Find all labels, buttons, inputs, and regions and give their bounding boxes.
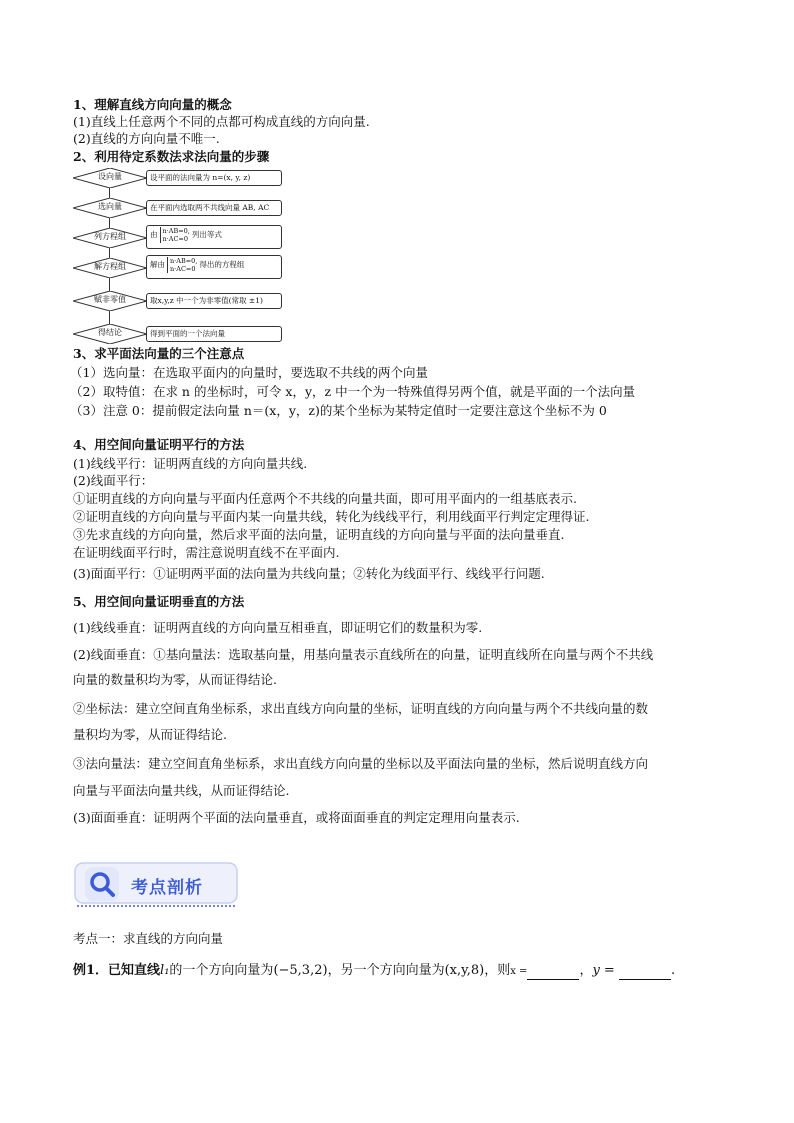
flow-step-5-label: 赋非零值 <box>94 295 126 304</box>
flow-step-6-diamond <box>73 324 147 344</box>
direction-vector-1: (−5,3,2) <box>273 963 328 978</box>
section-4-title: 4、用空间向量证明平行的方法 <box>73 437 245 452</box>
flow-step-4-box <box>146 255 282 279</box>
section-2-title: 2、利用待定系数法求法向量的步骤 <box>73 149 270 164</box>
line-symbol: l₁ <box>160 963 170 978</box>
section-4-point-6: (3)面面平行：①证明两平面的法向量为共线向量；②转化为线面平行、线线平行问题. <box>73 566 545 581</box>
example-1-text-2: ，另一个方向向量为 <box>327 963 445 978</box>
flow-step-4-diamond <box>73 258 147 278</box>
flow-step-5-box: 取x,y,z 中一个为非零值(常取 ±1) <box>146 293 282 309</box>
flow-step-1-diamond <box>73 168 147 188</box>
flow-step-1-label: 设向量 <box>98 172 122 181</box>
flow-step-3-post: 列出等式 <box>191 230 222 239</box>
flow-step-4-system <box>167 257 197 273</box>
example-1-text-1: 的一个方向向量为 <box>169 963 274 978</box>
example-1-prefix: 例1．已知直线 <box>73 963 161 978</box>
flow-step-2-label: 选向量 <box>98 202 122 211</box>
flow-step-1-box: 设平面的法向量为 n=(x, y, z) <box>146 170 282 186</box>
section-1-point-2: (2)直线的方向向量不唯一. <box>73 131 220 146</box>
section-4-point-4: ②证明直线的方向向量与平面内某一向量共线，转化为线线平行，利用线面平行判定定理得证. <box>73 509 590 524</box>
example-1 <box>73 963 675 980</box>
section-5-point-3-line-2: 量积均为零，从而证得结论. <box>73 727 227 742</box>
section-5-point-4-line-1: ③法向量法：建立空间直角坐标系，求出直线方向向量的坐标以及平面法向量的坐标，然后说明直线方向 <box>73 756 649 771</box>
flow-step-3-system <box>160 227 190 243</box>
section-3-point-1: （1）选向量：在选取平面内的向量时，要选取不共线的两个向量 <box>70 365 428 380</box>
flow-step-6-label: 得结论 <box>98 328 122 337</box>
section-5-title: 5、用空间向量证明垂直的方法 <box>73 594 245 609</box>
x-answer-blank[interactable] <box>527 967 579 980</box>
flow-step-2-box: 在平面内选取两不共线向量 AB, AC <box>146 200 282 216</box>
flow-step-4-post: 得出的方程组 <box>199 260 245 269</box>
magnifier-icon <box>85 867 119 901</box>
flow-step-4-eq2: n·AC=0 <box>170 265 196 273</box>
flow-step-3-eq2: n·AC=0 <box>162 235 189 243</box>
flow-step-6-box: 得到平面的一个法向量 <box>146 326 282 342</box>
section-1-title: 1、理解直线方向向量的概念 <box>73 97 232 112</box>
section-5-point-2-line-2: 向量的数量积均为零，从而证得结论. <box>73 672 277 687</box>
section-4-point-5: ③先求直线的方向向量，然后求平面的法向量，证明直线的方向向量与平面的法向量垂直. <box>73 527 565 542</box>
section-5-point-2-line-1: (2)线面垂直：①基向量法：选取基向量，用基向量表示直线所在的向量，证明直线所在向量与两个不共线 <box>73 647 654 662</box>
section-3-title: 3、求平面法向量的三个注意点 <box>73 346 245 361</box>
example-1-text-3: ，则 <box>484 963 511 978</box>
flow-step-3-label: 列方程组 <box>94 232 126 241</box>
direction-vector-2: (x,y,8) <box>444 963 485 978</box>
section-4-note: 在证明线面平行时，需注意说明直线不在平面内. <box>73 545 340 560</box>
flow-step-4-eq1: n·AB=0, <box>170 257 198 265</box>
flow-step-4-pre: 解由 <box>150 260 165 269</box>
section-5-point-3-line-1: ②坐标法：建立空间直角坐标系，求出直线方向向量的坐标，证明直线的方向向量与两个不共线向量的数 <box>73 701 649 716</box>
section-4-point-3: ①证明直线的方向向量与平面内任意两个不共线的向量共面，即可用平面内的一组基底表示. <box>73 491 577 506</box>
normal-vector-flowchart <box>73 168 288 344</box>
section-4-point-1: (1)线线平行：证明两直线的方向向量共线. <box>73 456 308 471</box>
exam-points-banner <box>73 860 241 910</box>
section-1-point-1: (1)直线上任意两个不同的点都可构成直线的方向向量. <box>73 114 370 129</box>
section-5-point-5: (3)面面垂直：证明两个平面的法向量垂直，或将面面垂直的判定定理用向量表示. <box>73 810 520 825</box>
section-3-point-2: （2）取特值：在求 n 的坐标时，可令 x，y，z 中一个为一特殊值得另两个值，就是平面的一个法向量 <box>70 384 636 399</box>
flow-step-4-label: 解方程组 <box>94 262 126 271</box>
section-3-point-3: （3）注意 0：提前假定法向量 n＝(x，y，z)的某个坐标为某特定值时一定要注意这个坐标不为 0 <box>70 403 607 418</box>
flow-step-3-box <box>146 225 282 249</box>
flow-step-5-diamond <box>73 291 147 311</box>
y-equals-label: y = <box>592 963 615 978</box>
flow-step-3-diamond <box>73 228 147 248</box>
section-5-point-1: (1)线线垂直：证明两直线的方向向量互相垂直，即证明它们的数量积为零. <box>73 620 483 635</box>
key-point-1-title: 考点一：求直线的方向向量 <box>73 931 224 946</box>
flow-step-3-pre: 由 <box>150 230 158 239</box>
x-equals-label: x = <box>510 966 528 977</box>
banner-title: 考点剖析 <box>131 878 203 898</box>
flow-step-3-eq1: n·AB=0, <box>162 227 190 235</box>
example-1-end: . <box>670 963 676 978</box>
flow-step-2-diamond <box>73 198 147 218</box>
y-answer-blank[interactable] <box>619 967 671 980</box>
section-5-point-4-line-2: 向量与平面法向量共线，从而证得结论. <box>73 783 290 798</box>
section-4-point-2: (2)线面平行： <box>73 473 154 488</box>
example-1-separator: ， <box>579 963 593 978</box>
